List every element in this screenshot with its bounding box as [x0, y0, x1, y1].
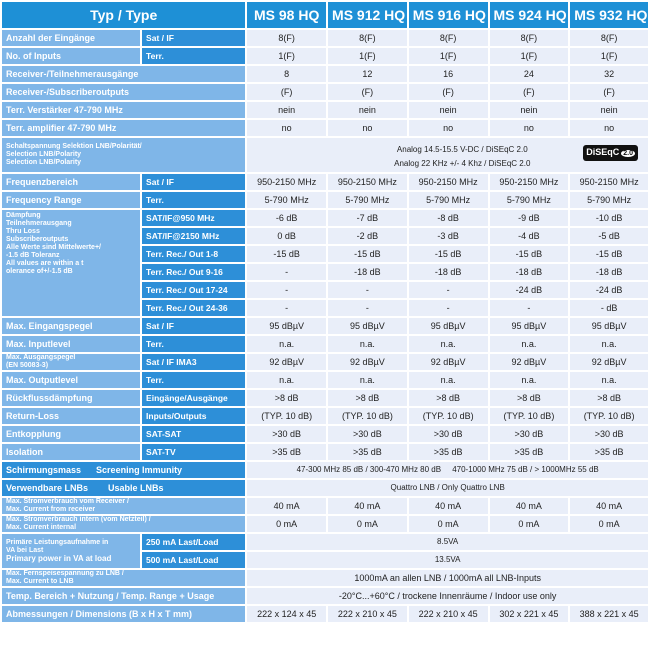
- cell: >35 dB: [409, 444, 488, 460]
- table-row: [2, 570, 648, 586]
- cell: n.a.: [570, 372, 648, 388]
- table-row: [2, 516, 648, 532]
- cell: 950-2150 MHz: [409, 174, 488, 190]
- table-row: [2, 498, 648, 514]
- cell: 13.5VA: [247, 552, 648, 568]
- row-sublabel: Terr. Rec./ Out 24-36: [142, 300, 245, 316]
- cell: n.a.: [247, 336, 326, 352]
- cell: (TYP. 10 dB): [490, 408, 569, 424]
- cell: >35 dB: [328, 444, 407, 460]
- cell: n.a.: [409, 372, 488, 388]
- cell: 47-300 MHz 85 dB / 300-470 MHz 80 dB 470-1000 MHz 75 dB / > 1000MHz 55 dB: [247, 462, 648, 478]
- cell: (TYP. 10 dB): [570, 408, 648, 424]
- cell: n.a.: [490, 336, 569, 352]
- row-sublabel: Sat / IF: [142, 30, 245, 46]
- cell: (F): [409, 84, 488, 100]
- cell: 0 dB: [247, 228, 326, 244]
- cell: 5-790 MHz: [570, 192, 648, 208]
- cell: 222 x 210 x 45: [328, 606, 407, 622]
- cell: (F): [490, 84, 569, 100]
- cell: >30 dB: [328, 426, 407, 442]
- cell: 950-2150 MHz: [490, 174, 569, 190]
- row-sublabel: SAT-SAT: [142, 426, 245, 442]
- cell: 5-790 MHz: [328, 192, 407, 208]
- row-label: Entkopplung: [2, 426, 140, 442]
- cell: -: [409, 300, 488, 316]
- row-label: Abmessungen / Dimensions (B x H x T mm): [2, 606, 245, 622]
- cell: 40 mA: [328, 498, 407, 514]
- table-row: [2, 84, 648, 100]
- row-label: Primäre Leistungsaufnahme in VA bei Last Primary power in VA at load: [2, 534, 140, 568]
- cell: 95 dBµV: [247, 318, 326, 334]
- cell: 92 dBµV: [247, 354, 326, 370]
- cell: -2 dB: [328, 228, 407, 244]
- cell: 92 dBµV: [328, 354, 407, 370]
- cell: 1(F): [490, 48, 569, 64]
- cell: 8: [247, 66, 326, 82]
- cell: -: [409, 282, 488, 298]
- table-row: [2, 480, 648, 496]
- cell: 950-2150 MHz: [247, 174, 326, 190]
- cell: (TYP. 10 dB): [328, 408, 407, 424]
- model-header: MS 912 HQ: [328, 2, 407, 28]
- table-row: [2, 318, 648, 334]
- cell: 1(F): [409, 48, 488, 64]
- model-header: MS 916 HQ: [409, 2, 488, 28]
- cell: 222 x 210 x 45: [409, 606, 488, 622]
- cell: n.a.: [409, 336, 488, 352]
- table-row: [2, 30, 648, 46]
- row-label: Max. Stromverbrauch vom Receiver / Max. Current from receiver: [2, 498, 245, 514]
- row-sublabel: Terr.: [142, 336, 245, 352]
- row-label: [2, 138, 245, 172]
- row-sublabel: Sat / IF IMA3: [142, 354, 245, 370]
- cell: 5-790 MHz: [490, 192, 569, 208]
- cell: 5-790 MHz: [247, 192, 326, 208]
- table-row: [2, 48, 648, 64]
- cell: 8(F): [328, 30, 407, 46]
- cell: -: [247, 300, 326, 316]
- row-label-line: Selection LNB/Polarity: [6, 159, 82, 166]
- cell: -: [328, 282, 407, 298]
- row-sublabel: SAT-TV: [142, 444, 245, 460]
- row-label: Frequenzbereich: [2, 174, 140, 190]
- row-label: Receiver-/Subscriberoutputs: [2, 84, 245, 100]
- row-label: Max. Fernspeisespannung zu LNB / Max. Current to LNB: [2, 570, 245, 586]
- cell-line: Analog 22 KHz +/- 4 Khz / DiSEqC 2.0: [394, 159, 531, 168]
- cell: 92 dBµV: [409, 354, 488, 370]
- cell: nein: [570, 102, 648, 118]
- cell: (F): [570, 84, 648, 100]
- cell: 24: [490, 66, 569, 82]
- cell: 95 dBµV: [490, 318, 569, 334]
- row-label: Return-Loss: [2, 408, 140, 424]
- table-row: [2, 534, 648, 550]
- type-header: Typ / Type: [2, 2, 245, 28]
- cell: -4 dB: [490, 228, 569, 244]
- cell: 222 x 124 x 45: [247, 606, 326, 622]
- cell: - dB: [570, 300, 648, 316]
- table-row: [2, 444, 648, 460]
- row-label: Max. Ausgangspegel (EN 50083-3): [2, 354, 140, 370]
- row-label: Frequency Range: [2, 192, 140, 208]
- cell: nein: [247, 102, 326, 118]
- row-sublabel: Inputs/Outputs: [142, 408, 245, 424]
- cell: -18 dB: [409, 264, 488, 280]
- cell: -24 dB: [570, 282, 648, 298]
- row-sublabel: Terr. Rec./ Out 17-24: [142, 282, 245, 298]
- model-header: MS 932 HQ: [570, 2, 648, 28]
- cell: 1000mA an allen LNB / 1000mA all LNB-Inputs: [247, 570, 648, 586]
- cell: 8(F): [490, 30, 569, 46]
- cell: 8(F): [409, 30, 488, 46]
- row-label: Rückflussdämpfung: [2, 390, 140, 406]
- cell: 0 mA: [490, 516, 569, 532]
- table-row: [2, 408, 648, 424]
- diseqc-logo: DiSEqC 2.0: [583, 145, 638, 161]
- row-sublabel: Terr.: [142, 372, 245, 388]
- cell: -7 dB: [328, 210, 407, 226]
- table-row: [2, 606, 648, 622]
- cell: -8 dB: [409, 210, 488, 226]
- table-row: [2, 336, 648, 352]
- cell: Quattro LNB / Only Quattro LNB: [247, 480, 648, 496]
- row-label: Verwendbare LNBs Usable LNBs: [2, 480, 245, 496]
- cell: no: [570, 120, 648, 136]
- cell: -15 dB: [570, 246, 648, 262]
- cell: -24 dB: [490, 282, 569, 298]
- cell: no: [409, 120, 488, 136]
- table-row: [2, 354, 648, 370]
- cell: (F): [247, 84, 326, 100]
- row-label: Receiver-/Teilnehmerausgänge: [2, 66, 245, 82]
- cell-line: Analog 14.5-15.5 V-DC / DiSEqC 2.0: [396, 145, 528, 154]
- table-row: [2, 372, 648, 388]
- cell: -15 dB: [247, 246, 326, 262]
- cell: 92 dBµV: [490, 354, 569, 370]
- row-sublabel: Terr. Rec./ Out 1-8: [142, 246, 245, 262]
- cell: 5-790 MHz: [409, 192, 488, 208]
- cell: 950-2150 MHz: [328, 174, 407, 190]
- cell: -: [247, 282, 326, 298]
- cell: -15 dB: [409, 246, 488, 262]
- cell: 0 mA: [570, 516, 648, 532]
- cell: -: [328, 300, 407, 316]
- cell: nein: [490, 102, 569, 118]
- cell: 8.5VA: [247, 534, 648, 550]
- table-row: [2, 174, 648, 190]
- table-row: [2, 390, 648, 406]
- row-sublabel: Sat / IF: [142, 318, 245, 334]
- cell: 0 mA: [328, 516, 407, 532]
- cell: >30 dB: [490, 426, 569, 442]
- cell: >35 dB: [490, 444, 569, 460]
- cell: -9 dB: [490, 210, 569, 226]
- cell: 95 dBµV: [409, 318, 488, 334]
- cell: >8 dB: [328, 390, 407, 406]
- row-label: Max. Inputlevel: [2, 336, 140, 352]
- row-label-line: Selection LNB/Polarity: [6, 151, 82, 158]
- cell: >35 dB: [247, 444, 326, 460]
- row-label: Max. Eingangspegel: [2, 318, 140, 334]
- row-label: Terr. amplifier 47-790 MHz: [2, 120, 245, 136]
- row-label: Anzahl der Eingänge: [2, 30, 140, 46]
- header-row: [2, 2, 648, 28]
- cell: 0 mA: [247, 516, 326, 532]
- table-row: [2, 588, 648, 604]
- cell: >8 dB: [247, 390, 326, 406]
- cell: 95 dBµV: [328, 318, 407, 334]
- cell: -6 dB: [247, 210, 326, 226]
- cell: >8 dB: [409, 390, 488, 406]
- cell: n.a.: [328, 372, 407, 388]
- cell: 1(F): [570, 48, 648, 64]
- row-label: Temp. Bereich + Nutzung / Temp. Range + Usage: [2, 588, 245, 604]
- row-sublabel: SAT/IF@2150 MHz: [142, 228, 245, 244]
- cell: 95 dBµV: [570, 318, 648, 334]
- cell: (TYP. 10 dB): [409, 408, 488, 424]
- row-label: Dämpfung Teilnehmerausgang Thru Loss Subscriberoutputs Alle Werte sind Mittelwerte+/ -1.5 dB Toleranz All values are within a t olerance of+/-1.5 dB: [2, 210, 140, 316]
- table-row: [2, 210, 648, 226]
- cell: no: [328, 120, 407, 136]
- cell: 0 mA: [409, 516, 488, 532]
- cell: -15 dB: [328, 246, 407, 262]
- cell: 8(F): [570, 30, 648, 46]
- cell: 1(F): [328, 48, 407, 64]
- cell: 92 dBµV: [570, 354, 648, 370]
- cell: -: [247, 264, 326, 280]
- table-row: [2, 102, 648, 118]
- cell: nein: [328, 102, 407, 118]
- table-row: [2, 192, 648, 208]
- model-header: MS 98 HQ: [247, 2, 326, 28]
- cell: >8 dB: [490, 390, 569, 406]
- model-header: MS 924 HQ: [490, 2, 569, 28]
- cell: >30 dB: [409, 426, 488, 442]
- cell: >8 dB: [570, 390, 648, 406]
- cell: 302 x 221 x 45: [490, 606, 569, 622]
- table-row: [2, 120, 648, 136]
- cell: -3 dB: [409, 228, 488, 244]
- cell: -18 dB: [490, 264, 569, 280]
- cell: -10 dB: [570, 210, 648, 226]
- cell: 388 x 221 x 45: [570, 606, 648, 622]
- row-label: Max. Outputlevel: [2, 372, 140, 388]
- cell: -: [490, 300, 569, 316]
- cell: nein: [409, 102, 488, 118]
- row-label: Isolation: [2, 444, 140, 460]
- cell: 40 mA: [490, 498, 569, 514]
- cell: no: [490, 120, 569, 136]
- row-sublabel: Terr.: [142, 192, 245, 208]
- row-sublabel: Terr.: [142, 48, 245, 64]
- cell: -18 dB: [570, 264, 648, 280]
- table-row: [2, 462, 648, 478]
- cell: >30 dB: [247, 426, 326, 442]
- cell: 40 mA: [570, 498, 648, 514]
- row-sublabel: Terr. Rec./ Out 9-16: [142, 264, 245, 280]
- row-sublabel: Eingänge/Ausgänge: [142, 390, 245, 406]
- row-sublabel: 500 mA Last/Load: [142, 552, 245, 568]
- cell: 950-2150 MHz: [570, 174, 648, 190]
- cell: (TYP. 10 dB): [247, 408, 326, 424]
- cell: 8(F): [247, 30, 326, 46]
- cell: 32: [570, 66, 648, 82]
- row-sublabel: 250 mA Last/Load: [142, 534, 245, 550]
- cell: 16: [409, 66, 488, 82]
- row-label: Schirmungsmass Screening Immunity: [2, 462, 245, 478]
- cell: >30 dB: [570, 426, 648, 442]
- row-label: No. of Inputs: [2, 48, 140, 64]
- table-row: [2, 426, 648, 442]
- cell: [247, 138, 648, 172]
- cell: -5 dB: [570, 228, 648, 244]
- cell: 12: [328, 66, 407, 82]
- row-label-line: Schaltspannung Selektion LNB/Polarität/: [6, 143, 142, 150]
- row-label: Terr. Verstärker 47-790 MHz: [2, 102, 245, 118]
- cell: n.a.: [328, 336, 407, 352]
- cell: n.a.: [490, 372, 569, 388]
- cell: no: [247, 120, 326, 136]
- table-row: [2, 66, 648, 82]
- cell: (F): [328, 84, 407, 100]
- cell: 1(F): [247, 48, 326, 64]
- cell: -15 dB: [490, 246, 569, 262]
- cell: -18 dB: [328, 264, 407, 280]
- cell: n.a.: [247, 372, 326, 388]
- cell: 40 mA: [247, 498, 326, 514]
- cell: -20°C...+60°C / trockene Innenräume / Indoor use only: [247, 588, 648, 604]
- cell: n.a.: [570, 336, 648, 352]
- cell: >35 dB: [570, 444, 648, 460]
- row-sublabel: SAT/IF@950 MHz: [142, 210, 245, 226]
- row-label: Max. Stromverbrauch intern (vom Netzteil) / Max. Current internal: [2, 516, 245, 532]
- row-sublabel: Sat / IF: [142, 174, 245, 190]
- cell: 40 mA: [409, 498, 488, 514]
